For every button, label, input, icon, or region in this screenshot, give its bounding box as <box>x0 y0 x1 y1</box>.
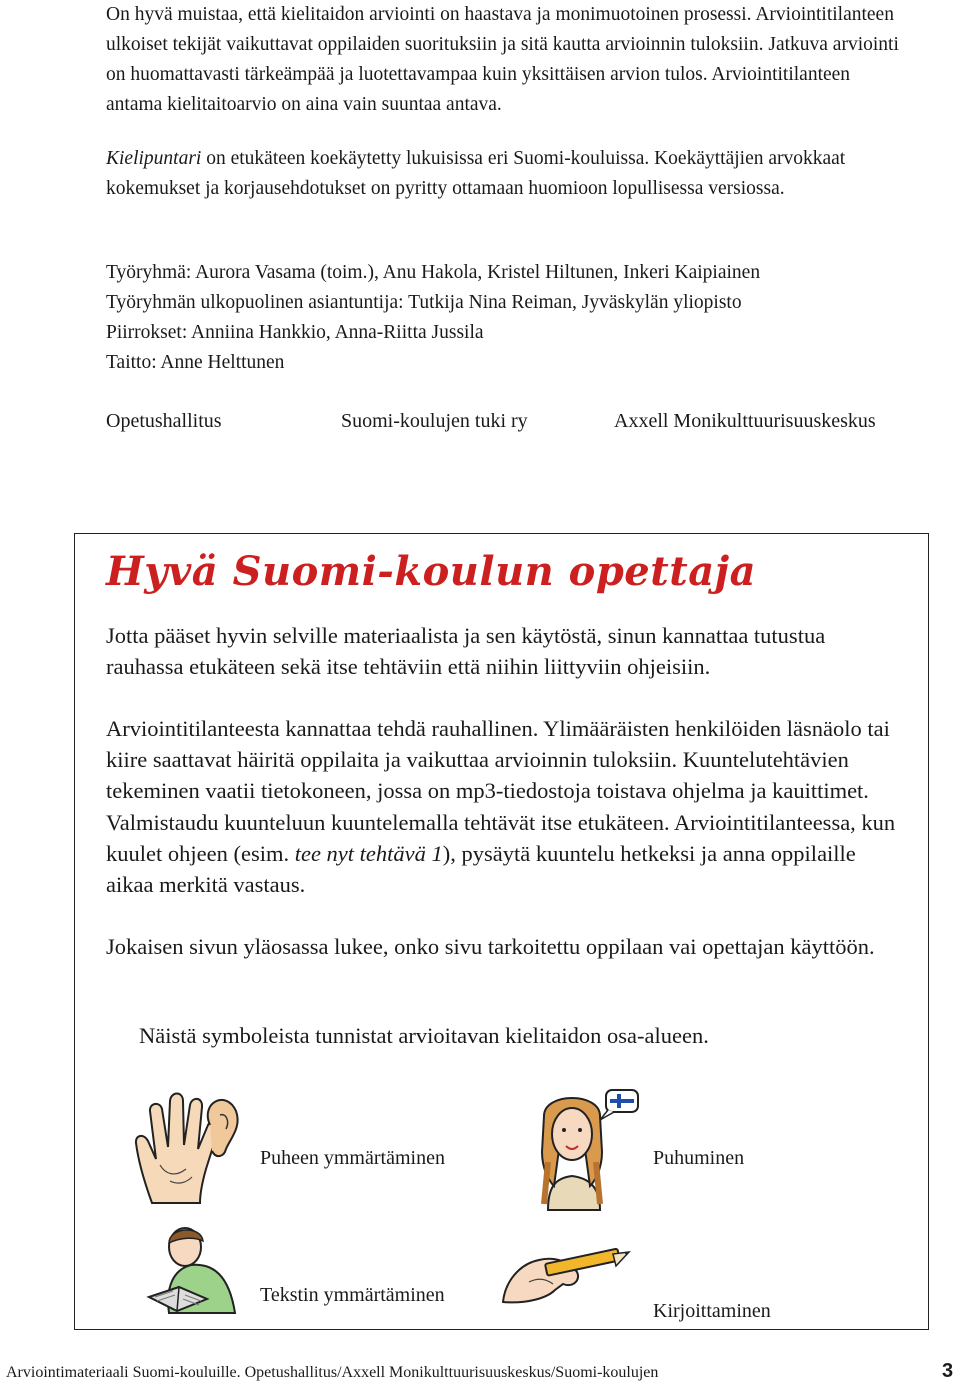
footer-text: Arviointimateriaali Suomi-kouluille. Opetushallitus/Axxell Monikulttuurisuuskeskus/Suomi-koulujen <box>6 1364 659 1381</box>
page-number: 3 <box>942 1360 954 1382</box>
ear-hand-icon <box>130 1085 245 1205</box>
box-paragraph-1: Jotta pääset hyvin selville materiaalista ja sen käytöstä, sinun kannattaa tutustua rauhassa etukäteen sekä itse tehtäviin että niihin liittyviin ohjeisiin. <box>106 623 826 680</box>
box-heading: Hyvä Suomi-koulun opettaja <box>106 548 757 595</box>
symbols-intro: Näistä symboleista tunnistat arvioitavan kielitaidon osa-alueen. <box>139 1023 709 1048</box>
box-paragraph-3: Jokaisen sivun yläosassa lukee, onko sivu tarkoitettu oppilaan vai opettajan käyttöön. <box>106 934 875 959</box>
box-paragraph-2-b: ), pysäytä kuuntelu hetkeksi ja anna oppilaille aikaa merkitä vastaus. <box>106 840 856 898</box>
credits-illustrations: Piirrokset: Anniina Hankkio, Anna-Riitta Jussila <box>106 322 484 343</box>
intro-paragraph-2-text: on etukäteen koekäytetty lukuisissa eri Suomi-kouluissa. Koekäyttäjien arvokkaat kokemukset ja korjausehdotukset on pyritty ottamaan huomioon lopullisessa versiossa. <box>106 148 846 199</box>
intro-paragraph-1: On hyvä muistaa, että kielitaidon arviointi on haastava ja monimuotoinen prosessi. Arviointitilanteen ulkoiset tekijät vaikuttavat oppilaiden suorituksiin ja sitä kautta arvioinnin tuloksiin. Jatkuva arviointi on huomattavasti tärkeämpää ja luotettavampaa kuin yksittäisen arvion tulos. Arviointitilanteen antama kielitaitoarvio on aina vain suuntaa antava. <box>106 4 899 115</box>
symbol-label-listening: Puheen ymmärtäminen <box>260 1147 445 1169</box>
credits-expert: Työryhmän ulkopuolinen asiantuntija: Tutkija Nina Reiman, Jyväskylän yliopisto <box>106 292 742 313</box>
org-axxell: Axxell Monikulttuurisuuskeskus <box>614 410 876 432</box>
box-paragraph-2-a: Arviointitilanteesta kannattaa tehdä rauhallinen. Ylimääräisten henkilöiden läsnäolo tai kiire saattavat häiritä oppilaita ja vaikuttaa arvioinnin tuloksiin. Kuuntelutehtävien tekeminen vaatii tietokoneen, jossa on mp3-tiedostoja toistava ohjelma ja kauittimet. Valmistaudu kuunteluun kuuntelemalla tehtävät itse etukäteen. Arviointitilanteessa, kun kuulet ohjeen (esim. <box>106 716 896 866</box>
writing-hand-icon <box>495 1232 635 1312</box>
symbol-label-speaking: Puhuminen <box>653 1147 745 1169</box>
speaking-girl-icon <box>508 1082 643 1212</box>
symbol-label-writing: Kirjoittaminen <box>653 1300 771 1322</box>
org-suomi-koulujen-tuki: Suomi-koulujen tuki ry <box>341 410 528 432</box>
box-paragraph-2 <box>106 713 896 900</box>
kielipuntari-title: Kielipuntari <box>106 148 202 169</box>
credits-workgroup: Työryhmä: Aurora Vasama (toim.), Anu Hakola, Kristel Hiltunen, Inkeri Kaipiainen <box>106 262 761 283</box>
box-paragraph-2-example: tee nyt tehtävä 1 <box>294 840 443 866</box>
symbol-label-reading: Tekstin ymmärtäminen <box>260 1284 445 1306</box>
org-opetushallitus: Opetushallitus <box>106 410 222 432</box>
credits-layout: Taitto: Anne Helttunen <box>106 352 285 373</box>
reading-boy-icon <box>135 1225 250 1315</box>
intro-paragraph-2 <box>106 144 906 204</box>
